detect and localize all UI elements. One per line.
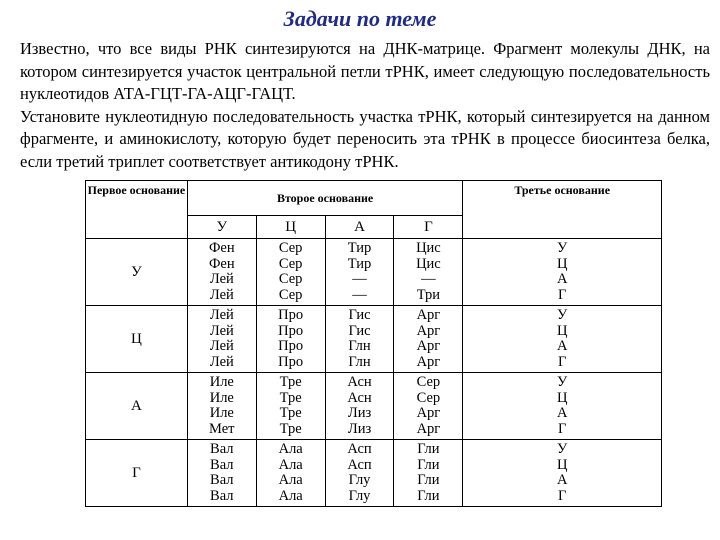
third-base: А xyxy=(556,472,568,488)
amino-acid: Сер xyxy=(278,286,303,303)
amino-acid-cell xyxy=(394,239,463,306)
amino-acid: Глн xyxy=(348,338,371,354)
amino-acid: Асн xyxy=(347,389,372,406)
table-row xyxy=(86,239,662,306)
amino-acid: Лиз xyxy=(347,420,372,437)
third-base-cell xyxy=(463,373,662,440)
amino-acid: — xyxy=(352,271,367,287)
amino-acid-cell xyxy=(187,373,256,440)
amino-acid: — xyxy=(352,286,367,303)
amino-acid: Сер xyxy=(416,389,441,406)
amino-acid: Арг xyxy=(416,353,441,370)
third-base: А xyxy=(556,338,568,354)
amino-acid: Сер xyxy=(416,374,441,390)
third-base-cell xyxy=(463,440,662,507)
third-base: А xyxy=(556,271,568,287)
amino-acid: Фен xyxy=(208,255,235,272)
third-base: У xyxy=(557,240,568,256)
amino-acid: Тре xyxy=(279,389,302,406)
second-base-cell: У xyxy=(187,216,256,239)
amino-acid: Глу xyxy=(348,472,371,488)
amino-acid: Арг xyxy=(416,322,441,339)
table-row xyxy=(86,373,662,440)
amino-acid: Лей xyxy=(209,286,234,303)
amino-acid: Иле xyxy=(209,389,234,406)
amino-acid: Три xyxy=(416,286,441,303)
amino-acid: Арг xyxy=(416,307,441,323)
table-body xyxy=(86,239,662,507)
amino-acid: Фен xyxy=(208,240,235,256)
amino-acid-cell xyxy=(256,306,325,373)
third-base: Г xyxy=(557,420,567,437)
amino-acid: Лей xyxy=(209,338,234,354)
amino-acid: Гли xyxy=(417,456,440,473)
amino-acid: Про xyxy=(278,338,304,354)
amino-acid-cell xyxy=(394,373,463,440)
amino-acid-cell xyxy=(325,440,394,507)
amino-acid: Глу xyxy=(348,487,371,504)
amino-acid: Тре xyxy=(279,420,302,437)
amino-acid: Сер xyxy=(278,255,303,272)
third-base: А xyxy=(556,405,568,421)
amino-acid: Глн xyxy=(348,353,371,370)
third-base: Г xyxy=(557,353,567,370)
amino-acid: Мет xyxy=(209,420,235,437)
amino-acid: Вал xyxy=(210,456,234,473)
second-base-cell: Ц xyxy=(256,216,325,239)
amino-acid: Про xyxy=(278,307,304,323)
first-base-cell: У xyxy=(86,239,188,306)
first-base-cell: Г xyxy=(86,440,188,507)
amino-acid-cell xyxy=(325,373,394,440)
amino-acid-cell xyxy=(394,440,463,507)
table-header-row xyxy=(86,181,662,216)
amino-acid: Про xyxy=(278,322,304,339)
amino-acid: Асн xyxy=(347,374,372,390)
amino-acid: Вал xyxy=(210,487,234,504)
problem-paragraph-1: Известно, что все виды РНК синтезируются на ДНК-матрице. Фрагмент молекулы ДНК, на котором синтезируется участок центральной петли тРНК, имеет следующую последовательность нуклеотидов АТА-ГЦТ-ГА-АЦГ-ГАЦТ. xyxy=(20,39,710,103)
second-base-header: Второе основание xyxy=(187,181,463,216)
amino-acid-cell xyxy=(325,239,394,306)
third-base-cell xyxy=(463,306,662,373)
table-row xyxy=(86,306,662,373)
amino-acid: Ала xyxy=(278,456,303,473)
amino-acid-cell xyxy=(187,306,256,373)
amino-acid: Гли xyxy=(417,487,440,504)
amino-acid: Асп xyxy=(347,441,372,457)
amino-acid: Тре xyxy=(279,405,302,421)
third-base: У xyxy=(557,441,568,457)
page-title: Задачи по теме xyxy=(283,6,437,31)
amino-acid: Вал xyxy=(210,441,234,457)
genetic-code-table xyxy=(85,180,662,507)
amino-acid: Тир xyxy=(347,240,372,256)
amino-acid-cell xyxy=(256,373,325,440)
amino-acid: Лиз xyxy=(347,405,372,421)
amino-acid-cell xyxy=(187,440,256,507)
amino-acid: Цис xyxy=(416,255,441,272)
first-base-cell: А xyxy=(86,373,188,440)
amino-acid: Лей xyxy=(209,353,234,370)
table-row xyxy=(86,440,662,507)
amino-acid: Гли xyxy=(417,441,440,457)
amino-acid: — xyxy=(421,271,436,287)
amino-acid-cell xyxy=(394,306,463,373)
amino-acid: Арг xyxy=(416,405,441,421)
third-base-header: Третье основание xyxy=(463,181,662,239)
amino-acid: Гли xyxy=(417,472,440,488)
amino-acid-cell xyxy=(256,440,325,507)
amino-acid: Лей xyxy=(209,271,234,287)
amino-acid-cell xyxy=(256,239,325,306)
problem-text xyxy=(20,38,710,173)
first-base-cell: Ц xyxy=(86,306,188,373)
amino-acid: Асп xyxy=(347,456,372,473)
amino-acid: Цис xyxy=(416,240,441,256)
first-base-header: Первое основание xyxy=(86,181,188,239)
second-base-cell: А xyxy=(325,216,394,239)
third-base: Ц xyxy=(556,255,568,272)
amino-acid-cell xyxy=(325,306,394,373)
amino-acid: Арг xyxy=(416,420,441,437)
amino-acid: Вал xyxy=(210,472,234,488)
amino-acid: Гис xyxy=(348,307,371,323)
amino-acid: Тир xyxy=(347,255,372,272)
third-base: Ц xyxy=(556,322,568,339)
amino-acid: Лей xyxy=(209,322,234,339)
amino-acid: Иле xyxy=(209,405,234,421)
third-base: Г xyxy=(557,487,567,504)
amino-acid-cell xyxy=(187,239,256,306)
problem-paragraph-2: Установите нуклеотидную последовательность участка тРНК, который синтезируется на данном фрагменте, и аминокислоту, которую будет переносить эта тРНК в процессе биосинтеза белка, если третий триплет соответствует антикодону тРНК. xyxy=(20,106,710,171)
amino-acid: Ала xyxy=(278,472,303,488)
amino-acid: Ала xyxy=(278,487,303,504)
third-base-cell xyxy=(463,239,662,306)
amino-acid: Лей xyxy=(209,307,234,323)
second-base-cell: Г xyxy=(394,216,463,239)
third-base: Ц xyxy=(556,389,568,406)
amino-acid: Арг xyxy=(416,338,441,354)
amino-acid: Гис xyxy=(348,322,371,339)
amino-acid: Тре xyxy=(279,374,302,390)
amino-acid: Иле xyxy=(209,374,234,390)
amino-acid: Ала xyxy=(278,441,303,457)
third-base: Ц xyxy=(556,456,568,473)
third-base: Г xyxy=(557,286,567,303)
amino-acid: Сер xyxy=(278,271,303,287)
amino-acid: Про xyxy=(278,353,304,370)
third-base: У xyxy=(557,307,568,323)
amino-acid: Сер xyxy=(278,240,303,256)
third-base: У xyxy=(557,374,568,390)
